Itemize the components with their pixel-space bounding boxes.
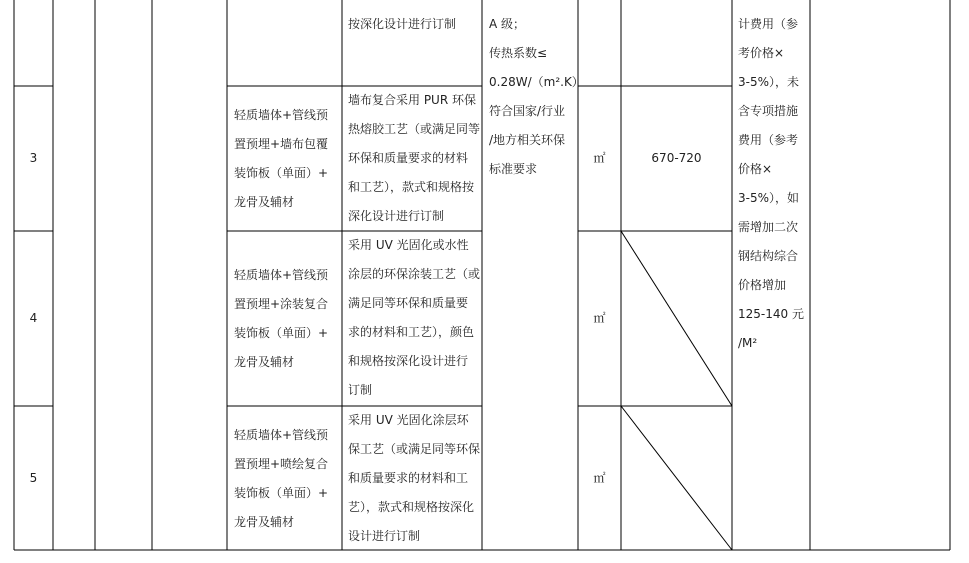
row-unit-3: ㎡ [593,151,606,165]
row-description-4: 采用 UV 光固化或水性 涂层的环保涂装工艺（或 满足同等环保和质量要 求的材料和工艺），颜色 和规格按深化设计进行 订制 [348,238,481,397]
row-index-3: 3 [29,151,38,165]
row-unit-4: ㎡ [593,311,606,325]
row-index-4: 4 [29,311,38,325]
row-unit-5: ㎡ [593,470,606,485]
notes-merged-cell: 计费用（参 考价格× 3-5%），未 含专项措施 费用（参考 价格× 3-5%），如 需增加二次 钢结构综合 价格增加 125-140 元 /M² [738,17,804,350]
row-price-3: 670-720 [651,151,702,165]
row-item-5: 轻质墙体+管线预 置预埋+喷绘复合 装饰板（单面）+ 龙骨及辅材 [234,428,329,529]
row-description-5: 采用 UV 光固化涂层环 保工艺（或满足同等环保 和质量要求的材料和工 艺），款式和规格按深化 设计进行订制 [348,413,481,543]
price-empty-diagonal-row4 [621,231,732,406]
price-empty-diagonal-row5 [621,406,732,550]
row-description-3: 墙布复合采用 PUR 环保 热熔胶工艺（或满足同等 环保和质量要求的材料 和工艺），款式和规格按 深化设计进行订制 [348,93,481,223]
row-item-3: 轻质墙体+管线预 置预埋+墙布包覆 装饰板（单面）+ 龙骨及辅材 [234,108,329,209]
spec-merged-cell: A 级； 传热系数≤ 0.28W/（m².K） 符合国家/行业 /地方相关环保 标准要求 [489,17,584,176]
row-item-4: 轻质墙体+管线预 置预埋+涂装复合 装饰板（单面）+ 龙骨及辅材 [234,268,329,369]
top-row-description: 按深化设计进行订制 [348,17,457,31]
row-index-5: 5 [29,470,38,485]
